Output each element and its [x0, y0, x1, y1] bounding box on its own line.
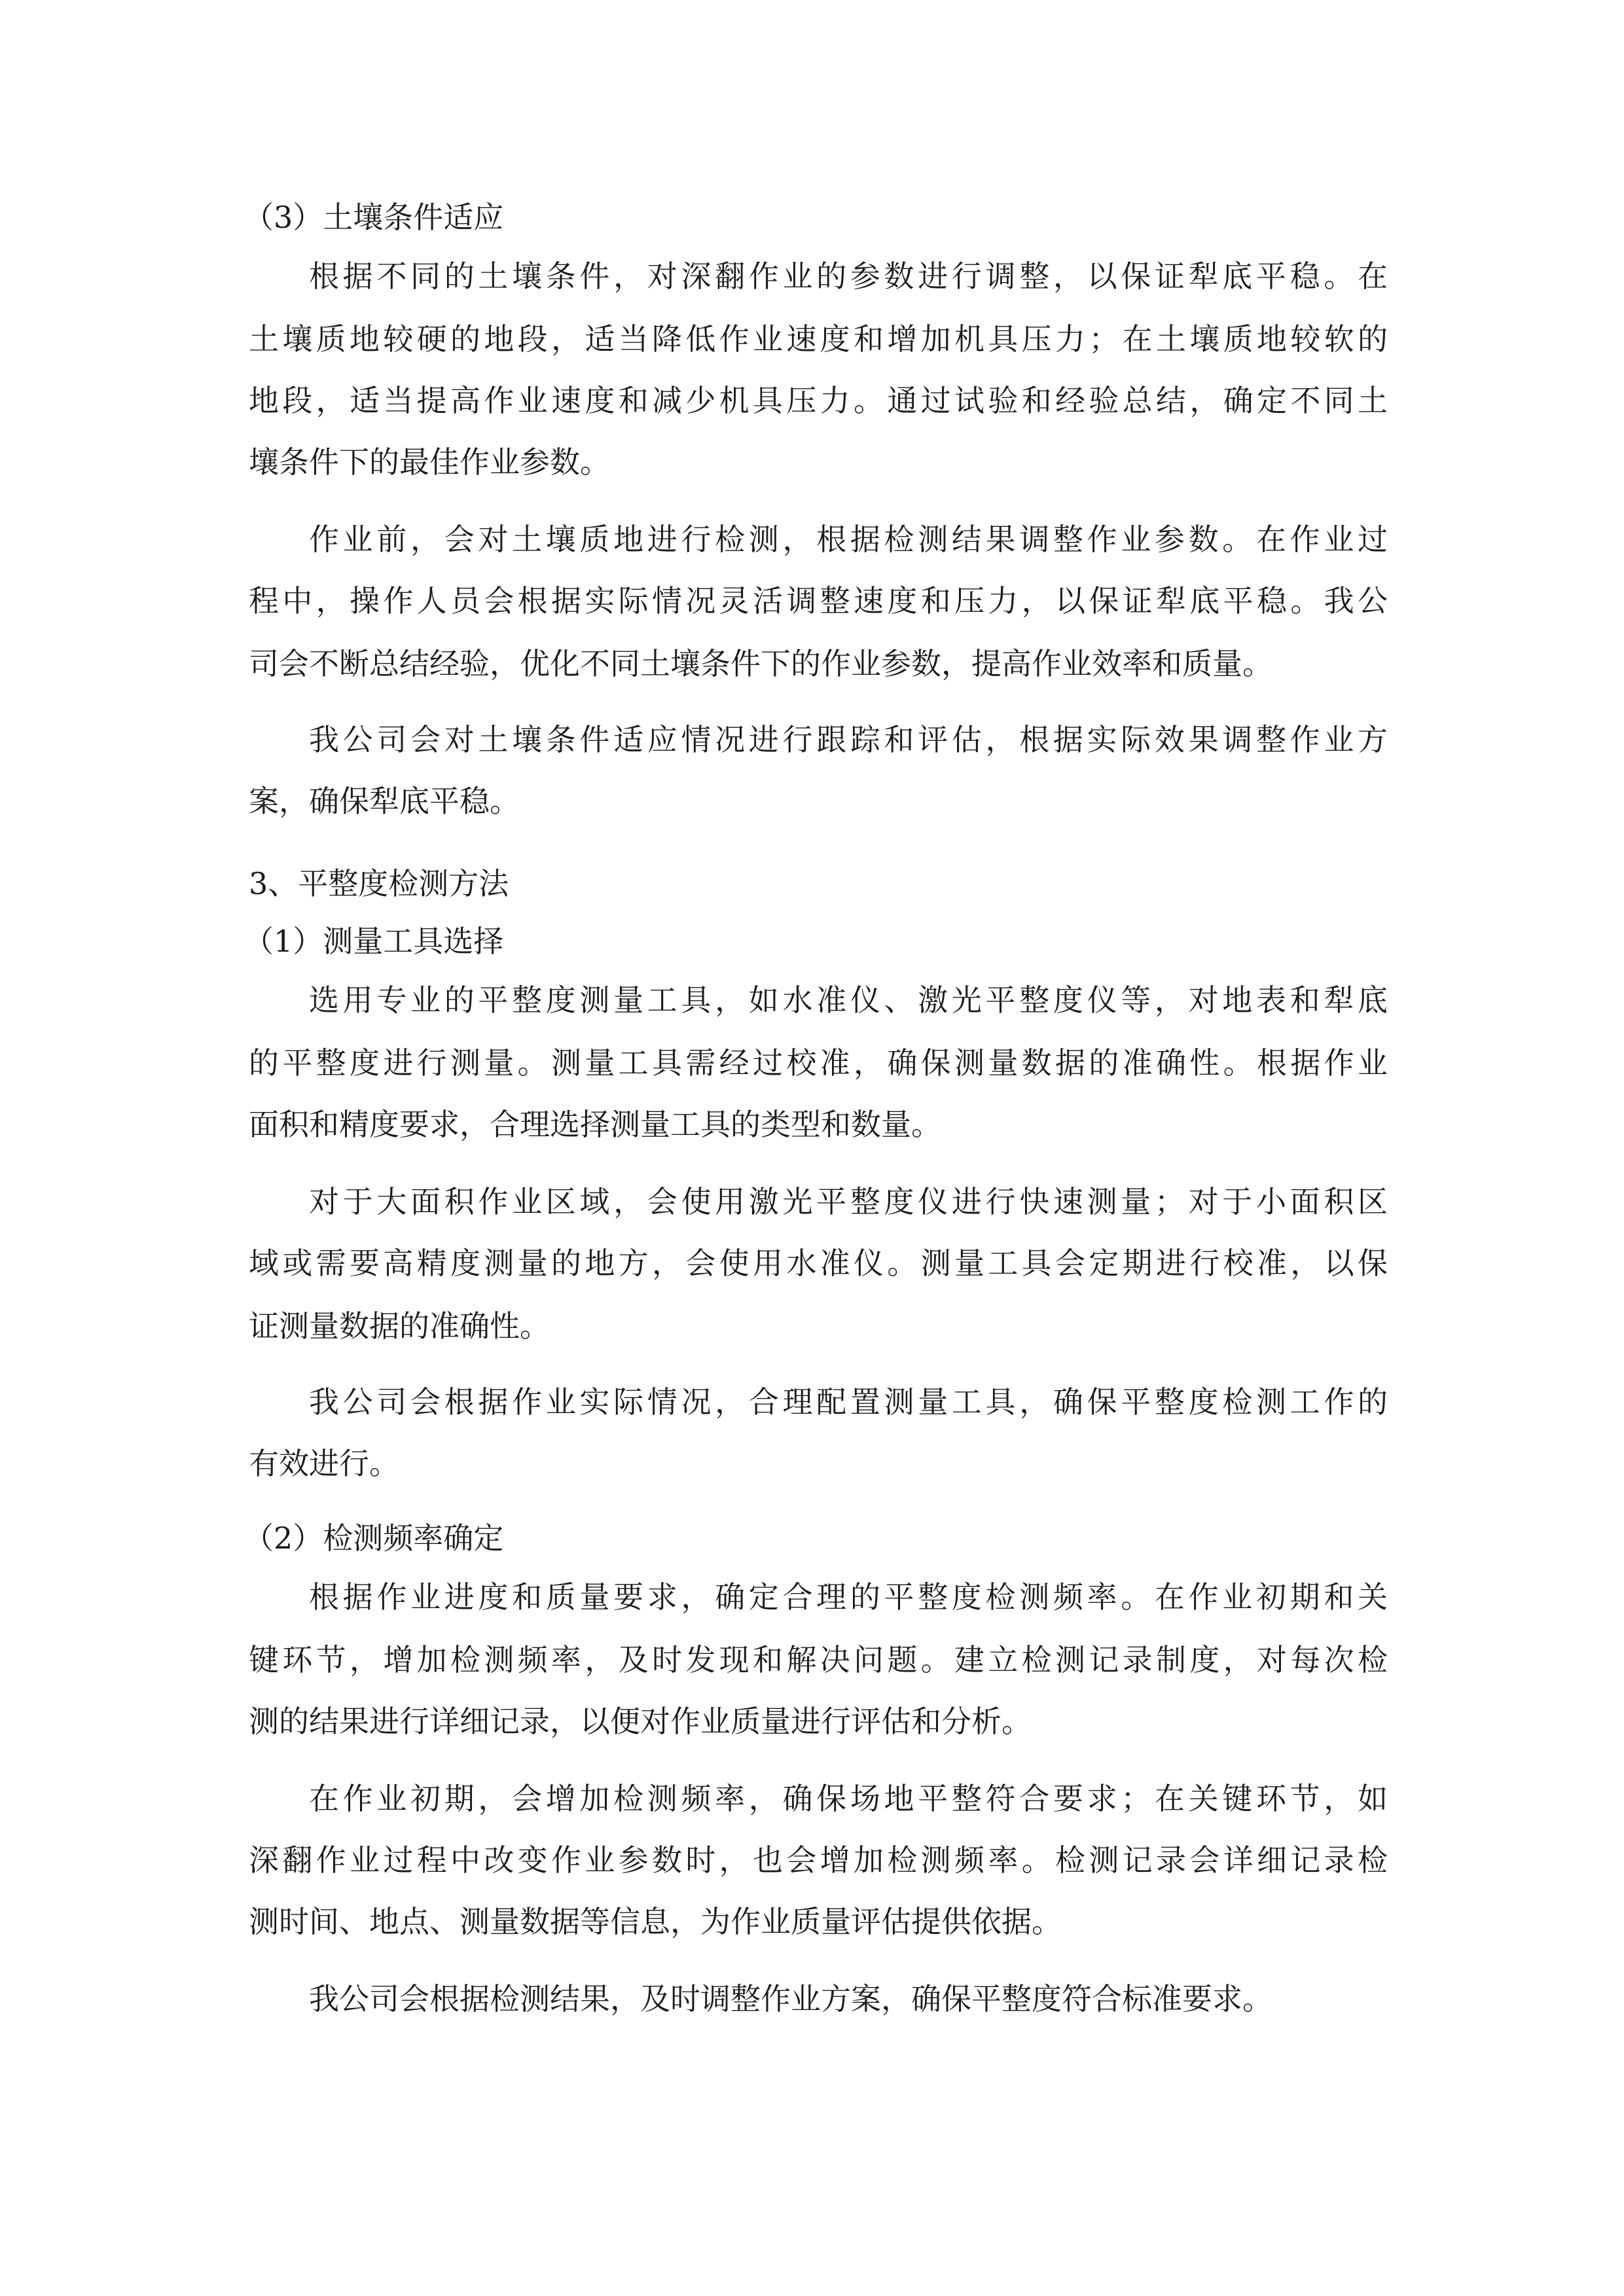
paragraph-line: 司会不断总结经验，优化不同土壤条件下的作业参数，提高作业效率和质量。 [249, 646, 1272, 681]
paragraph-line: 我公司会根据作业实际情况，合理配置测量工具，确保平整度检测工作的 [309, 1384, 1388, 1420]
paragraph-line: 测时间、地点、测量数据等信息，为作业质量评估提供依据。 [249, 1904, 1062, 1939]
paragraph-line: 根据作业进度和质量要求，确定合理的平整度检测频率。在作业初期和关 [309, 1579, 1388, 1615]
paragraph-line: 我公司会根据检测结果，及时调整作业方案，确保平整度符合标准要求。 [309, 1981, 1272, 2017]
paragraph-line: 壤条件下的最佳作业参数。 [249, 444, 610, 480]
paragraph-line: 作业前，会对土壤质地进行检测，根据检测结果调整作业参数。在作业过 [309, 522, 1388, 557]
paragraph-line: 地段，适当提高作业速度和减少机具压力。通过试验和经验总结，确定不同土 [249, 383, 1388, 418]
paragraph-line: 根据不同的土壤条件，对深翻作业的参数进行调整，以保证犁底平稳。在 [309, 259, 1388, 294]
paragraph-line: 案，确保犁底平稳。 [249, 783, 520, 819]
subsection-heading-tool-selection: （1）测量工具选择 [244, 924, 504, 959]
paragraph-line: 域或需要高精度测量的地方，会使用水准仪。测量工具会定期进行校准，以保 [249, 1246, 1388, 1281]
paragraph-line: 测的结果进行详细记录，以便对作业质量进行评估和分析。 [249, 1704, 1032, 1739]
paragraph-line: 土壤质地较硬的地段，适当降低作业速度和增加机具压力；在土壤质地较软的 [249, 321, 1388, 357]
paragraph-line: 的平整度进行测量。测量工具需经过校准，确保测量数据的准确性。根据作业 [249, 1045, 1388, 1081]
paragraph-line: 深翻作业过程中改变作业参数时，也会增加检测频率。检测记录会详细记录检 [249, 1842, 1388, 1878]
paragraph-line: 在作业初期，会增加检测频率，确保场地平整符合要求；在关键环节，如 [309, 1781, 1388, 1816]
paragraph-line: 我公司会对土壤条件适应情况进行跟踪和评估，根据实际效果调整作业方 [309, 722, 1388, 757]
paragraph-line: 选用专业的平整度测量工具，如水准仪、激光平整度仪等，对地表和犁底 [309, 982, 1388, 1018]
paragraph-line: 对于大面积作业区域，会使用激光平整度仪进行快速测量；对于小面积区 [309, 1184, 1388, 1219]
section-heading-soil-adaptation: （3）土壤条件适应 [244, 200, 504, 235]
paragraph-line: 证测量数据的准确性。 [249, 1308, 550, 1344]
subsection-heading-detection-frequency: （2）检测频率确定 [244, 1520, 504, 1556]
paragraph-line: 有效进行。 [249, 1446, 399, 1481]
section-heading-flatness-detection: 3、平整度检测方法 [249, 866, 509, 901]
paragraph-line: 面积和精度要求，合理选择测量工具的类型和数量。 [249, 1107, 941, 1142]
paragraph-line: 程中，操作人员会根据实际情况灵活调整速度和压力，以保证犁底平稳。我公 [249, 583, 1388, 619]
paragraph-line: 键环节，增加检测频率，及时发现和解决问题。建立检测记录制度，对每次检 [249, 1642, 1388, 1677]
